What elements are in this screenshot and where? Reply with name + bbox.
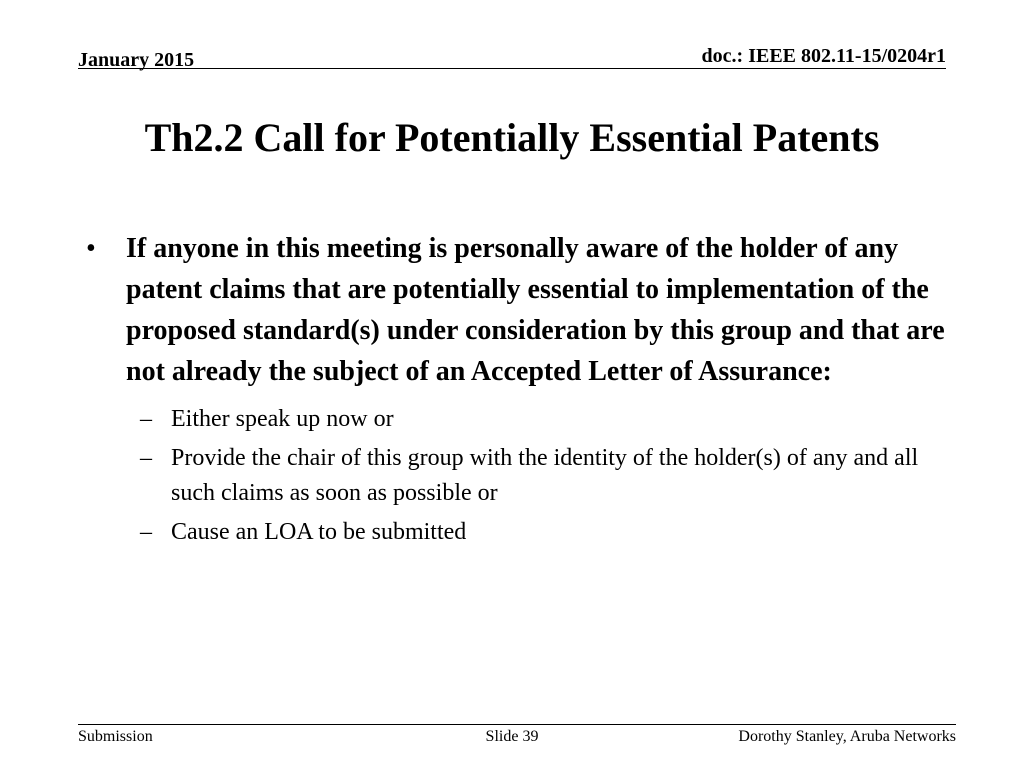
dash-icon: –: [140, 445, 152, 471]
slide-body: [80, 228, 950, 550]
main-bullet: [80, 228, 950, 392]
footer-submission: Submission: [78, 728, 153, 745]
header-rule: [78, 68, 946, 69]
footer-slide-number: Slide 39: [485, 728, 539, 745]
sub-bullet-text: Provide the chair of this group with the identity of the holder(s) of any and all such claims as soon as possible or: [171, 445, 919, 506]
slide-title: Th2.2 Call for Potentially Essential Patents: [144, 115, 880, 160]
sub-bullet: [80, 402, 950, 437]
bullet-icon: •: [86, 233, 96, 264]
header-doc-id: doc.: IEEE 802.11-15/0204r1: [701, 45, 946, 67]
header-date: January 2015: [78, 49, 195, 71]
sub-bullet: [80, 515, 950, 550]
main-bullet-text: If anyone in this meeting is personally aware of the holder of any patent claims that are potentially essential to implementation of the proposed standard(s) under consideration by this group and that are not already the subject of an Accepted Letter of Assurance:: [126, 233, 945, 387]
dash-icon: –: [140, 406, 152, 432]
sub-bullet: [80, 441, 950, 511]
footer-rule: [78, 724, 956, 725]
dash-icon: –: [140, 519, 152, 545]
sub-bullet-text: Cause an LOA to be submitted: [171, 519, 467, 545]
footer-author: Dorothy Stanley, Aruba Networks: [738, 728, 956, 745]
sub-bullet-text: Either speak up now or: [171, 406, 394, 432]
